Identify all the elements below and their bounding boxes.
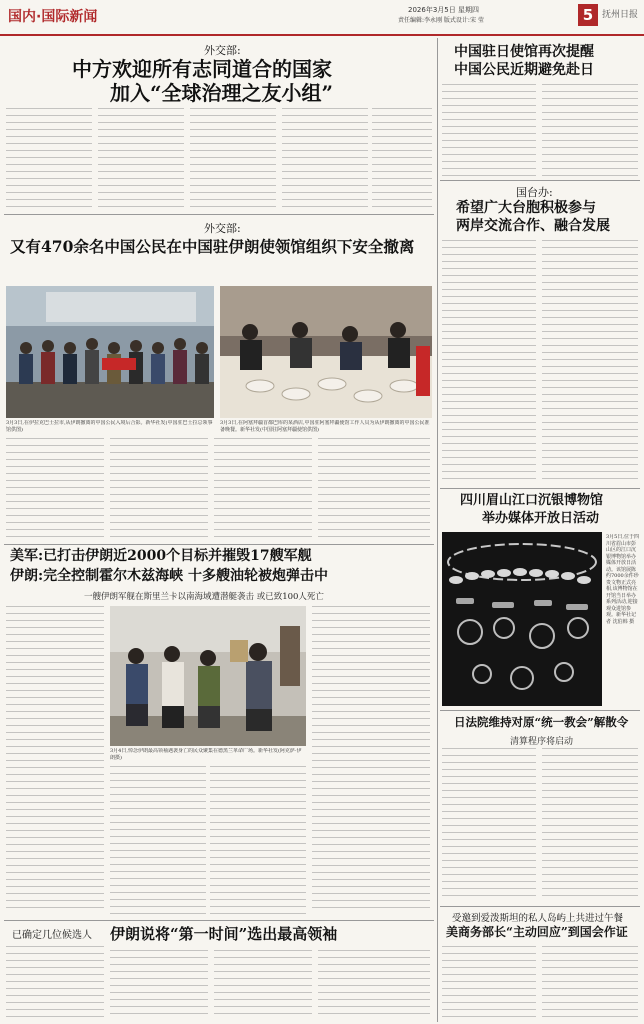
article4-body-col1 — [6, 946, 104, 1020]
article9-body-col1 — [442, 946, 536, 1020]
article3-headline-line2: 伊朗:完全控制霍尔木兹海峡 十多艘油轮被炮弹击中 — [10, 568, 329, 584]
editors-line: 责任编辑:李永刚 版式设计:宋 莹 — [398, 17, 484, 24]
article6-body-col1 — [442, 240, 536, 484]
article3-body-col3 — [110, 766, 206, 914]
article3-headline-line1: 美军:已打击伊朗近2000个目标并摧毁17艘军舰 — [10, 548, 312, 564]
article7-headline-line2: 举办媒体开放日活动 — [482, 511, 600, 526]
article4-body-col4 — [318, 950, 430, 1020]
article4-body-col3 — [214, 950, 312, 1020]
paper-name: 抚州日报 — [602, 10, 639, 20]
article1-body-col5 — [372, 108, 432, 208]
article3-caption: 3月4日,悼念伊朗最高领袖遇袭身亡的民众聚集在德黑兰革命广场。新华社发(阿克萨·伊朗摄) — [110, 748, 302, 761]
article5-body-col1 — [442, 84, 536, 176]
article4-kicker: 已确定几位候选人 — [12, 930, 92, 941]
article6-body-col2 — [542, 240, 638, 484]
article8-body-col1 — [442, 748, 536, 902]
page-header — [0, 0, 644, 36]
divider — [4, 214, 434, 215]
article4-body-col2 — [110, 950, 208, 1020]
article5-headline-line1: 中国驻日使馆再次提醒 — [454, 44, 594, 60]
issue-date: 2026年3月5日 星期四 — [408, 6, 479, 14]
column-divider — [437, 38, 438, 1022]
article3-body-col4 — [210, 766, 306, 914]
divider — [4, 920, 434, 921]
article2-body-col1 — [6, 438, 104, 538]
evacuees-photo-baku — [220, 286, 432, 418]
article4-headline: 伊朗说将“第一时间”选出最高领袖 — [110, 925, 338, 943]
article2-body-col4 — [318, 438, 430, 538]
article8-subhead: 清算程序将启动 — [510, 737, 574, 747]
divider — [440, 180, 640, 181]
evacuees-photo-basra — [6, 286, 214, 418]
divider — [440, 710, 640, 711]
article3-body-col5 — [312, 606, 430, 914]
article3-body-col1 — [6, 606, 104, 914]
article2-caption1: 3月3日,在伊拉克巴士拉市,从伊朗撤离的中国公民入境后合影。新华社发(中国驻巴士拉总领事馆供图) — [6, 420, 213, 433]
tehran-square-photo — [110, 606, 306, 746]
article7-headline-line1: 四川眉山江口沉银博物馆 — [460, 493, 604, 508]
article6-headline-line1: 希望广大台胞积极参与 — [456, 200, 596, 216]
article8-headline: 日法院维持对原“统一教会”解散令 — [454, 715, 629, 729]
divider — [440, 906, 640, 907]
article5-headline-line2: 中国公民近期避免赴日 — [454, 62, 594, 78]
article8-body-col2 — [542, 748, 638, 902]
article1-body-col1 — [6, 108, 92, 208]
divider — [440, 488, 640, 489]
article1-headline-line1: 中方欢迎所有志同道合的国家 — [72, 57, 332, 81]
article1-headline-line2: 加入“全球治理之友小组” — [110, 81, 334, 105]
article6-headline-line2: 两岸交流合作、融合发展 — [456, 218, 610, 234]
article2-body-col2 — [110, 438, 208, 538]
divider — [4, 544, 434, 545]
article2-kicker: 外交部: — [204, 222, 241, 235]
article1-kicker: 外交部: — [204, 44, 241, 57]
article3-subhead: 一艘伊朗军舰在斯里兰卡以南海域遭潜艇袭击 或已致100人死亡 — [84, 592, 324, 602]
section-title: 国内·国际新闻 — [8, 9, 98, 25]
article2-headline: 又有470余名中国公民在中国驻伊朗使领馆组织下安全撤离 — [10, 237, 415, 256]
article2-caption2: 3月3日,在阿塞拜疆首都巴库的某酒店,中国驻阿塞拜疆使馆工作人员为从伊朗撤离的中国公民准备晚餐。新华社发(中国驻阿塞拜疆使馆供图) — [220, 420, 430, 433]
article9-headline: 美商务部长“主动回应”到国会作证 — [446, 925, 628, 939]
article1-body-col4 — [282, 108, 368, 208]
page-number: 5 — [578, 4, 598, 26]
article2-body-col3 — [214, 438, 312, 538]
silver-artifacts-photo — [442, 532, 602, 706]
article1-body-col3 — [190, 108, 276, 208]
article9-body-col2 — [542, 946, 638, 1020]
article9-kicker: 受邀到爱泼斯坦的私人岛屿上共进过午餐 — [452, 913, 624, 924]
article5-body-col2 — [542, 84, 638, 176]
article1-body-col2 — [98, 108, 184, 208]
article7-caption: 3月5日,位于四川省眉山市彭山区的江口沉银博物馆举办媒体开放日活动。该馆展陈约7000余件珍贵文物正式亮相,该博物馆在开馆当日举办系列活动,迎接观众进馆参观。新华社记者 沈伯韩 摄 — [606, 534, 639, 625]
article6-kicker: 国台办: — [516, 186, 553, 199]
